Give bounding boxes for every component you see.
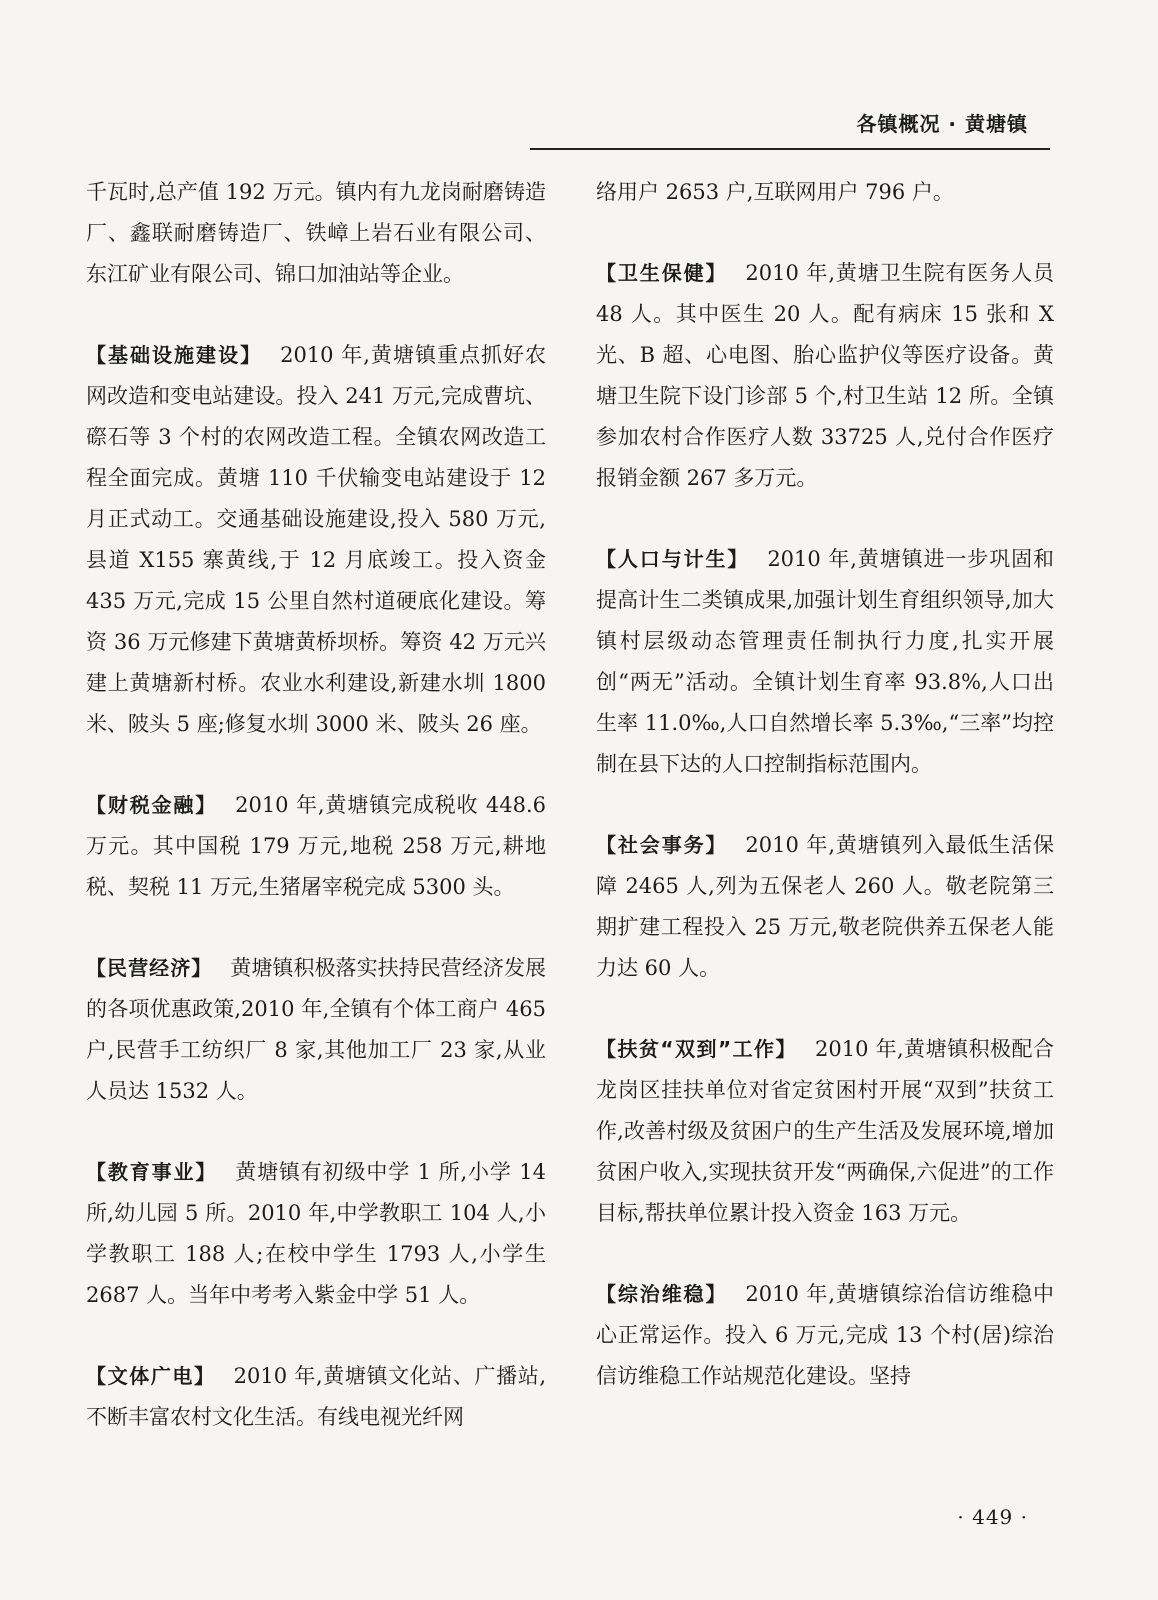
paragraph-stability [596,1274,1054,1397]
section-heading: 【综治维稳】 [596,1282,728,1306]
paragraph-text: 2010 年,黄塘卫生院有医务人员 48 人。其中医生 20 人。配有病床 15 张和 X 光、B 超、心电图、胎心监护仪等医疗设备。黄塘卫生院下设门诊部 5 个,村卫生站 12 所。全镇参加农村合作医疗人数 33725 人,兑付合作医疗报销金额 267 多万元。 [596,261,1055,490]
right-column [596,172,1054,1437]
paragraph-network-continued [596,172,1054,213]
paragraph-text: 2010 年,黄塘镇综治信访维稳中心正常运作。投入 6 万元,完成 13 个村(居)综治信访维稳工作站规范化建设。坚持 [596,1282,1055,1388]
paragraph-population [596,539,1054,785]
paragraph-poverty-relief [596,1029,1054,1234]
section-heading: 【文体广电】 [86,1364,216,1388]
section-heading: 【社会事务】 [596,833,728,857]
paragraph-text: 千瓦时,总产值 192 万元。镇内有九龙岗耐磨铸造厂、鑫联耐磨铸造厂、铁嶂上岩石业有限公司、东江矿业有限公司、锦口加油站等企业。 [86,180,546,286]
paragraph-education [86,1152,546,1316]
paragraph-text: 2010 年,黄塘镇文化站、广播站,不断丰富农村文化生活。有线电视光纤网 [86,1364,547,1429]
section-heading: 【教育事业】 [86,1160,218,1184]
section-heading: 【卫生保健】 [596,261,728,285]
paragraph-culture [86,1356,546,1438]
section-heading: 【民营经济】 [86,956,213,980]
left-column [86,172,546,1478]
paragraph-private-economy [86,948,546,1112]
paragraph-text: 黄塘镇积极落实扶持民营经济发展的各项优惠政策,2010 年,全镇有个体工商户 465 户,民营手工纺织厂 8 家,其他加工厂 23 家,从业人员达 1532 人。 [86,956,547,1103]
paragraph-health [596,253,1054,499]
page-number: · 449 · [957,1505,1028,1529]
paragraph-industry-continued [86,172,546,295]
paragraph-text: 2010 年,黄塘镇积极配合龙岗区挂扶单位对省定贫困村开展“双到”扶贫工作,改善村级及贫困户的生产生活及发展环境,增加贫困户收入,实现扶贫开发“两确保,六促进”的工作目标,帮扶单位累计投入资金 163 万元。 [596,1037,1054,1225]
section-heading: 【人口与计生】 [596,547,750,571]
paragraph-finance [86,785,546,908]
paragraph-social-affairs [596,825,1054,989]
paragraph-text: 2010 年,黄塘镇重点抓好农网改造和变电站建设。投入 241 万元,完成曹坑、磜石等 3 个村的农网改造工程。全镇农网改造工程全面完成。黄塘 110 千伏输变电站建设于 12 月正式动工。交通基础设施建设,投入 580 万元,县道 X155 寨黄线,于 12 月底竣工。投入资金 435 万元,完成 15 公里自然村道硬底化建设。筹资 36 万元修建下黄塘黄桥坝桥。筹资 42 万元兴建上黄塘新村桥。农业水利建设,新建水圳 1800 米、陂头 5 座;修复水圳 3000 米、陂头 26 座。 [86,343,546,736]
section-heading: 【扶贫“双到”工作】 [596,1037,797,1061]
paragraph-text: 黄塘镇有初级中学 1 所,小学 14 所,幼儿园 5 所。2010 年,中学教职工 104 人,小学教职工 188 人;在校中学生 1793 人,小学生 2687 人。当年中考考入紫金中学 51 人。 [86,1160,546,1307]
paragraph-text: 2010 年,黄塘镇完成税收 448.6 万元。其中国税 179 万元,地税 258 万元,耕地税、契税 11 万元,生猪屠宰税完成 5300 头。 [86,793,547,899]
paragraph-infrastructure [86,335,546,745]
running-head: 各镇概况 · 黄塘镇 [856,112,1028,136]
paragraph-text: 2010 年,黄塘镇列入最低生活保障 2465 人,列为五保老人 260 人。敬老院第三期扩建工程投入 25 万元,敬老院供养五保老人能力达 60 人。 [596,833,1055,980]
paragraph-text: 2010 年,黄塘镇进一步巩固和提高计生二类镇成果,加强计划生育组织领导,加大镇村层级动态管理责任制执行力度,扎实开展创“两无”活动。全镇计划生育率 93.8%,人口出生率 11.0‰,人口自然增长率 5.3‰,“三率”均控制在县下达的人口控制指标范围内。 [596,547,1055,776]
section-heading: 【财税金融】 [86,793,218,817]
header-rule [530,148,1050,150]
paragraph-text: 络用户 2653 户,互联网用户 796 户。 [596,180,954,204]
section-heading: 【基础设施建设】 [86,343,263,367]
